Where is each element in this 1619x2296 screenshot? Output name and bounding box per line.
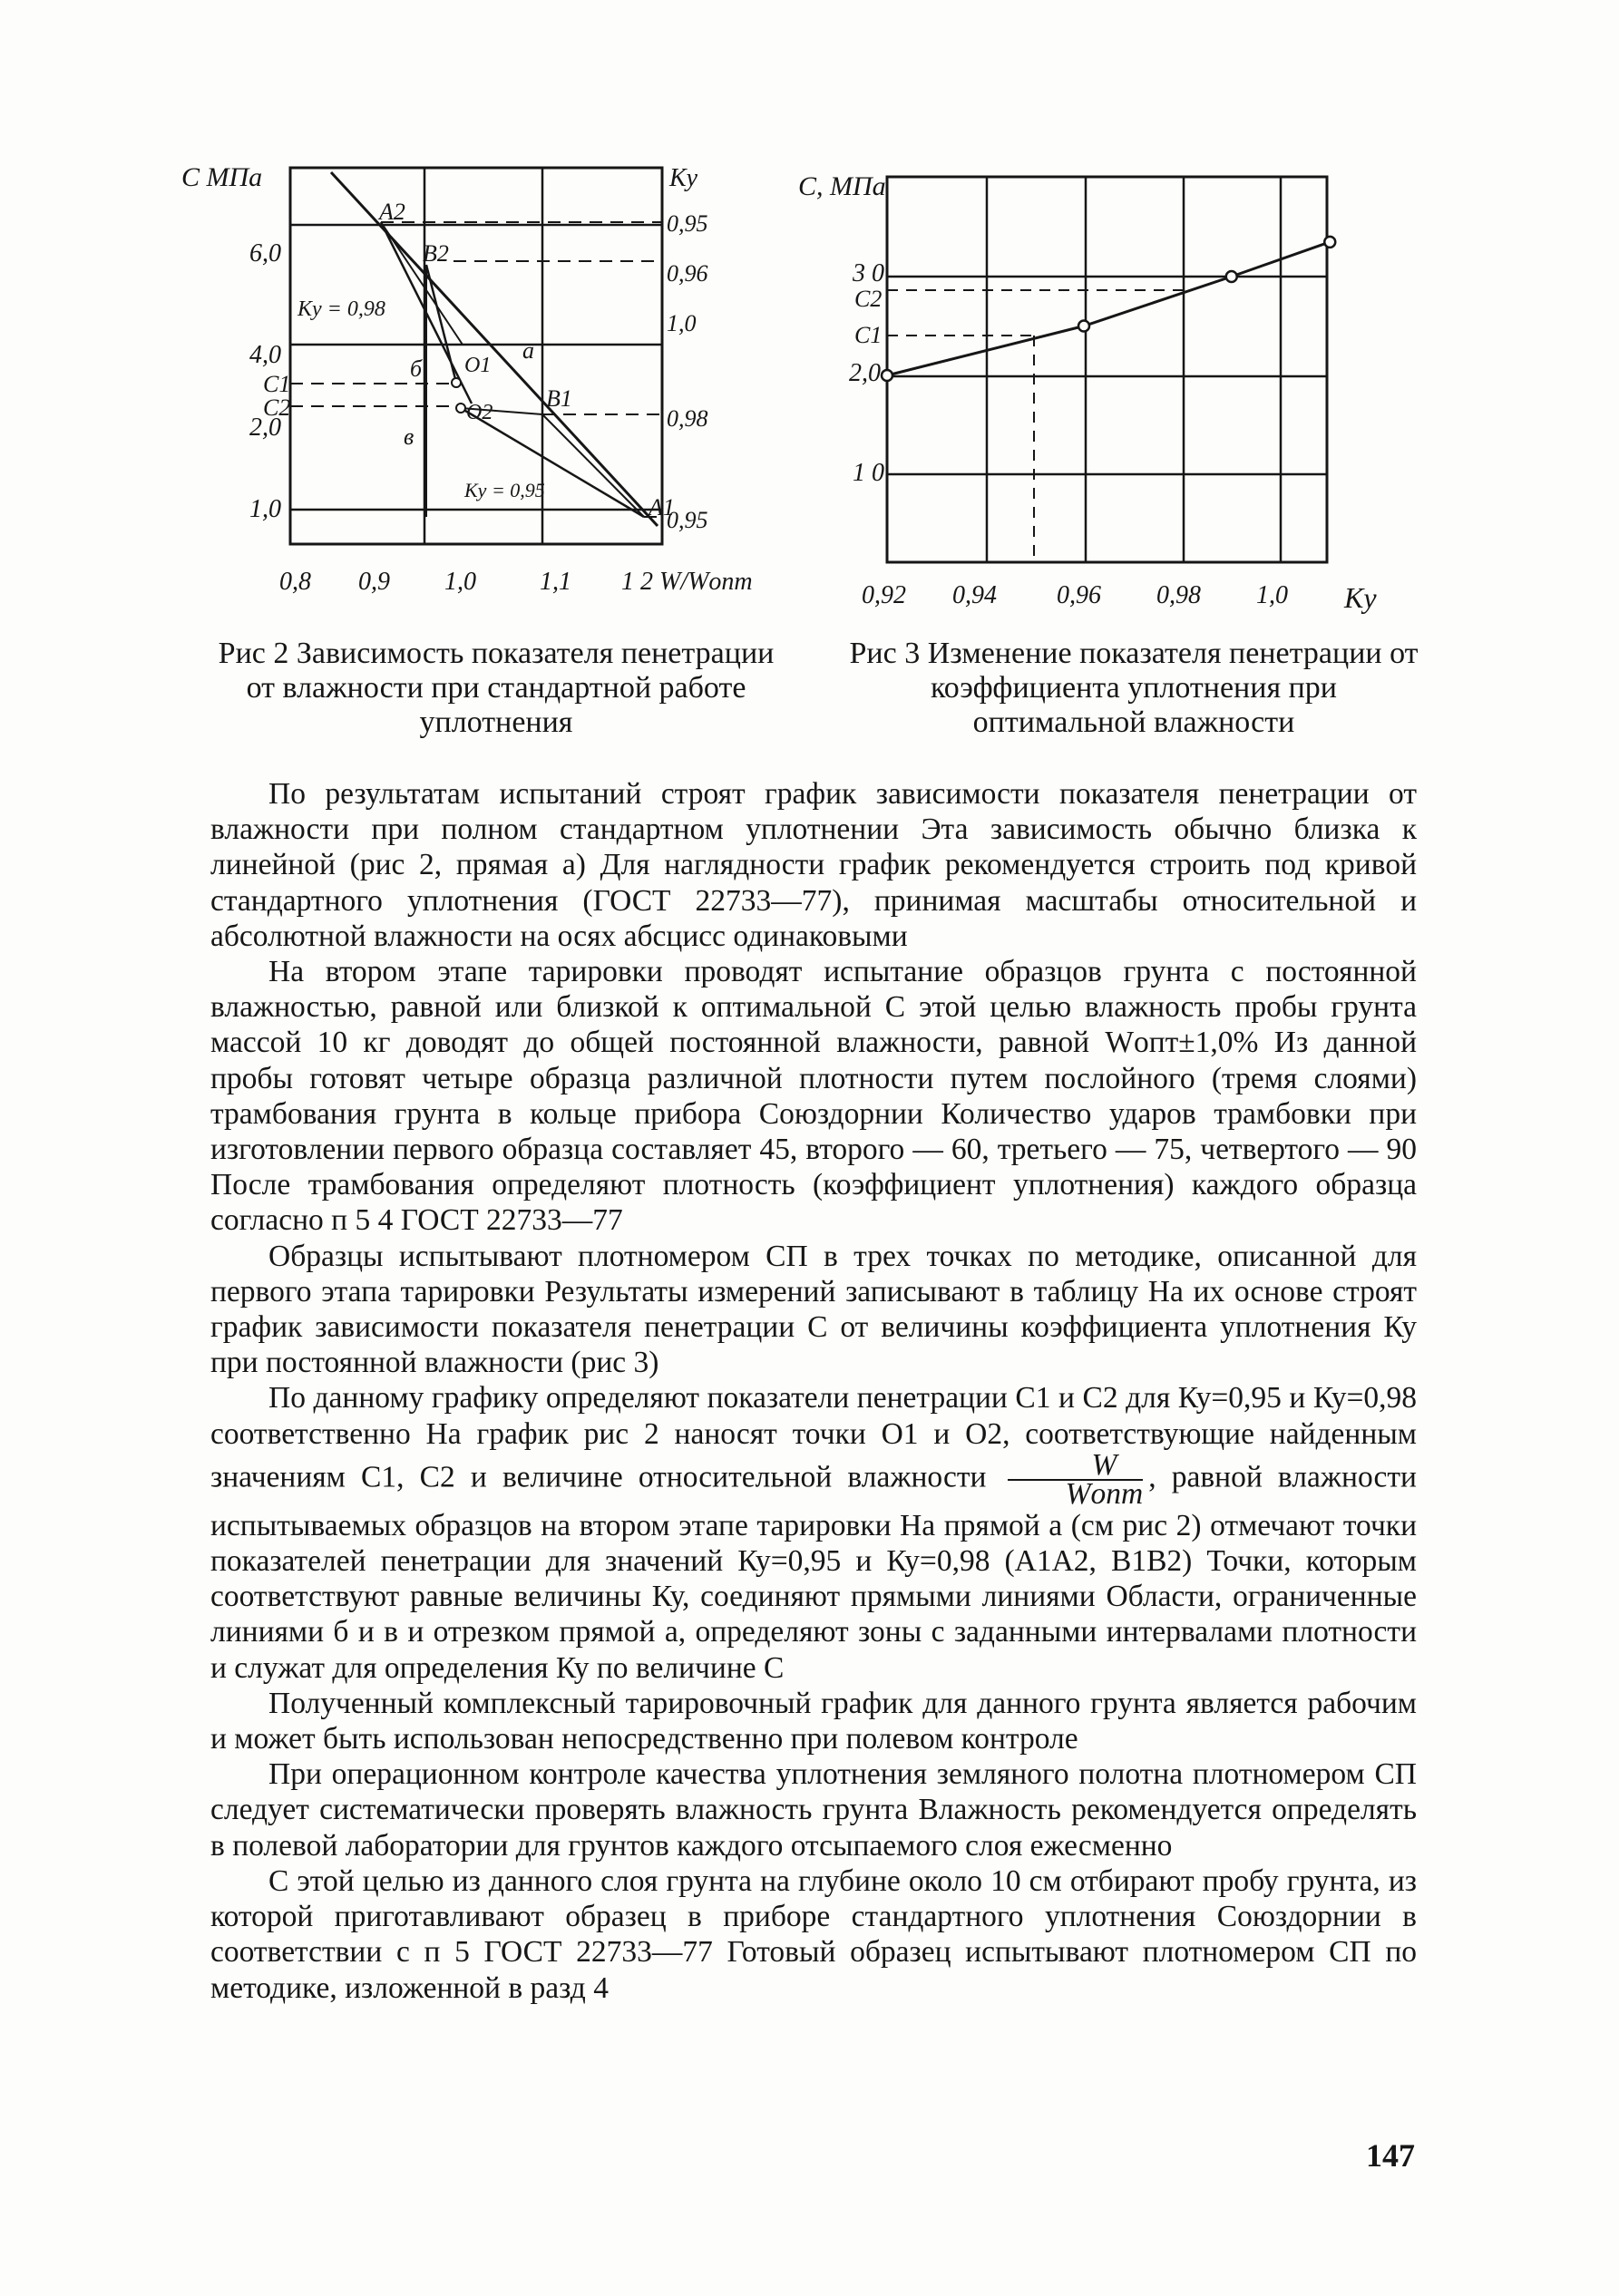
figure-3-chart bbox=[789, 154, 1424, 626]
moisture-fraction bbox=[1008, 1447, 1144, 1511]
fig2-point-b1: B1 bbox=[546, 385, 572, 412]
fig2-rtick-4: 0,98 bbox=[667, 405, 708, 432]
fig2-xtick-4: 1,1 bbox=[540, 568, 571, 596]
fig2-line-v: в bbox=[404, 423, 415, 450]
fig2-curve-098: Ky = 0,98 bbox=[297, 297, 385, 321]
fig3-ymark-c1: C1 bbox=[854, 322, 883, 348]
paragraph-1: По результатам испытаний строят график зависимости показателя пенетрации от влажности при полном стандартном уплотнении Эта зависимость обычно близка к линейной (рис 2, прямая а) Для наглядности график рекомендуется строить под кривой стандартного уплотнения (ГОСТ 22733—77), принимая масштабы относительной и абсолютной влажности на осях абсцисс одинаковыми bbox=[210, 777, 1417, 953]
body-text bbox=[210, 776, 1417, 2006]
fig3-data-point-3 bbox=[1226, 271, 1237, 282]
fig2-xtick-3: 1,0 bbox=[444, 568, 476, 596]
fig3-data-point-4 bbox=[1324, 237, 1335, 248]
paragraph-5: Полученный комплексный тарировочный график для данного грунта является рабочим и может быть использован непосредственно при полевом контроле bbox=[210, 1686, 1417, 1756]
fig2-point-o2: O2 bbox=[466, 401, 493, 424]
fig2-y-axis-label: С МПа bbox=[181, 162, 263, 192]
fig2-ytick-2: 4,0 bbox=[249, 341, 281, 369]
fig2-rtick-3: 1,0 bbox=[667, 310, 697, 336]
fig3-x-axis-label: Ky bbox=[1344, 581, 1377, 614]
figure-2-chart bbox=[172, 154, 789, 608]
fig2-line-a: a bbox=[522, 337, 534, 364]
fig2-point-a2: A2 bbox=[379, 199, 405, 225]
paragraph-4 bbox=[210, 1380, 1417, 1685]
figure-2-caption: Рис 2 Зависимость показателя пенетрации от влажности при стандартной работе уплотнения bbox=[218, 637, 775, 739]
fig3-ytick-1: 3 0 bbox=[853, 259, 884, 287]
fig3-data-point-1 bbox=[882, 370, 892, 381]
fig3-series-line bbox=[887, 242, 1330, 375]
fig2-rtick-2: 0,96 bbox=[667, 260, 708, 287]
fig3-data-line bbox=[887, 242, 1330, 375]
paragraph-2: На втором этапе тарировки проводят испытание образцов грунта с постоянной влажностью, равной или близкой к оптимальной С этой целью влажность пробы грунта массой 10 кг доводят до общей постоянной влажности, равной Wопт±1,0% Из данной пробы готовят четыре образца различной плотности путем послойного (тремя слоями) трамбования грунта в кольце прибора Союздорнии Количество ударов трамбовки при изготовлении первого образца составляет 45, второго — 60, третьего — 75, четвертого — 90 После трамбования определяют плотность (коэффициент уплотнения) каждого образца согласно п 5 4 ГОСТ 22733—77 bbox=[210, 955, 1417, 1238]
paragraph-4-text: По данному графику определяют показатели пенетрации С1 и С2 для Ку=0,95 и Ку=0,98 соответственно На график рис 2 наносят точки О1 и О2, соответствующие найденным значениям С1, С2 и величине относительной влажности bbox=[210, 1381, 1417, 1494]
fig3-ytick-2: 2,0 bbox=[849, 359, 881, 387]
fig2-y2-axis-label: Ky bbox=[669, 164, 698, 192]
fig2-x-axis-label: 1 2 W/Wопт bbox=[621, 568, 753, 596]
fig2-xtick-2: 0,9 bbox=[358, 568, 390, 596]
fig2-xtick-1: 0,8 bbox=[279, 568, 311, 596]
paragraph-7: С этой целью из данного слоя грунта на глубине около 10 см отбирают пробу грунта, из которой приготавливают образец в приборе стандартного уплотнения Союздорнии в соответствии с п 5 ГОСТ 22733—77 Готовый образец испытывают плотномером СП по методике, изложенной в разд 4 bbox=[210, 1863, 1417, 2005]
page-number: 147 bbox=[1366, 2137, 1415, 2174]
fig3-ymark-c2: C2 bbox=[854, 286, 883, 312]
fig2-rtick-5: 0,95 bbox=[667, 507, 708, 533]
fig2-ytick-4: 1,0 bbox=[249, 495, 281, 523]
fig2-curve-095: Ky = 0,95 bbox=[464, 479, 545, 501]
fraction-denominator: Wопт bbox=[1065, 1476, 1144, 1511]
paragraph-4-continuation: , равной влажности испытываемых образцов на втором этапе тарировки На прямой а (см рис 2) отмечают точки показателей пенетрации для значений Ку=0,95 и Ку=0,98 (А1А2, В1В2) Точки, которым соответствуют равные величины Ку, соединяют прямыми линиями Области, ограниченные линиями б и в и отрезком прямой а, определяют зоны с заданными интервалами плотности и служат для определения Ку по величине С bbox=[210, 1460, 1417, 1685]
fig2-point-o1: O1 bbox=[464, 354, 492, 377]
fig3-ytick-3: 1 0 bbox=[853, 459, 884, 487]
paragraph-3: Образцы испытывают плотномером СП в трех точках по методике, описанной для первого этапа тарировки Результаты измерений записывают в таблицу На их основе строят график зависимости показателя пенетрации С от величины коэффициента уплотнения Ку при постоянной влажности (рис 3) bbox=[210, 1239, 1417, 1380]
figure-3-caption: Рис 3 Изменение показателя пенетрации от коэффициента уплотнения при оптимальной влажности bbox=[849, 637, 1419, 739]
fig3-xtick-1: 0,92 bbox=[862, 581, 906, 609]
fig3-data-point-2 bbox=[1078, 321, 1089, 332]
fig2-rtick-1: 0,95 bbox=[667, 210, 708, 237]
fig2-point-a1: A1 bbox=[649, 494, 675, 520]
fig2-line-b: б bbox=[410, 355, 423, 382]
fig3-xtick-3: 0,96 bbox=[1057, 581, 1101, 609]
fig2-ymark-c2: C2 bbox=[263, 394, 291, 421]
fig2-ytick-3: 2,0 bbox=[249, 413, 281, 442]
fig3-xtick-5: 1,0 bbox=[1256, 581, 1288, 609]
fig3-xtick-2: 0,94 bbox=[952, 581, 997, 609]
fig2-ymark-c1: C1 bbox=[263, 371, 291, 397]
fraction-numerator: W bbox=[1008, 1452, 1144, 1481]
fig2-ytick-1: 6,0 bbox=[249, 239, 281, 268]
fig3-xtick-4: 0,98 bbox=[1156, 581, 1201, 609]
paragraph-6: При операционном контроле качества уплотнения земляного полотна плотномером СП следует систематически проверять влажность грунта Влажность рекомендуется определять в полевой лаборатории для грунтов каждого отсыпаемого слоя ежесменно bbox=[210, 1757, 1417, 1863]
fig3-y-axis-label: С, МПа bbox=[798, 171, 886, 201]
fig2-point-b2: B2 bbox=[423, 240, 449, 267]
